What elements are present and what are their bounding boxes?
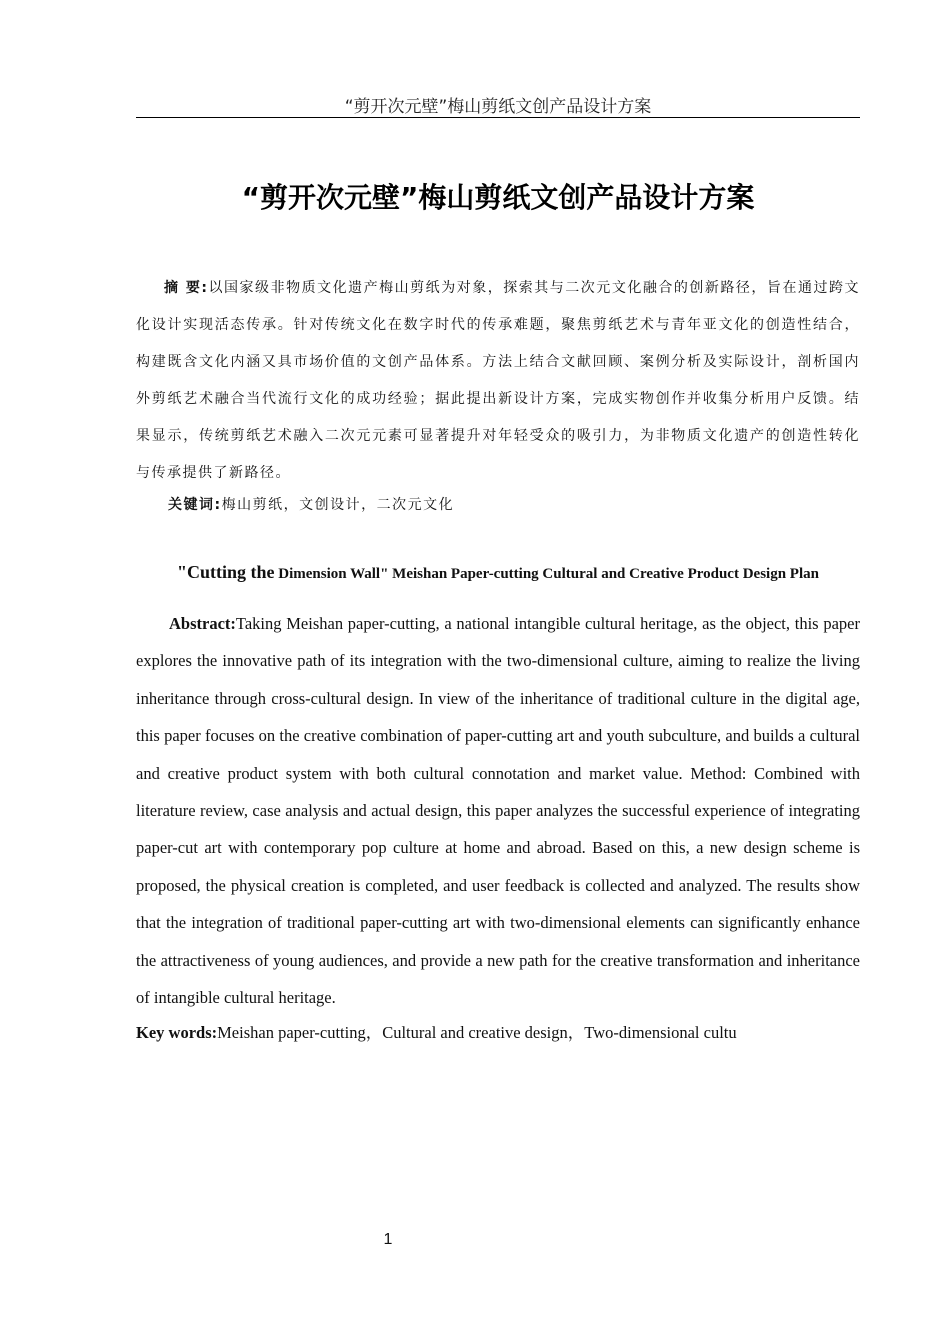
chinese-keywords-text: 梅山剪纸，文创设计，二次元文化: [221, 497, 455, 513]
chinese-abstract-label: 摘 要:: [164, 280, 209, 296]
english-keywords: [136, 1018, 860, 1048]
chinese-abstract-text: 以国家级非物质文化遗产梅山剪纸为对象，探索其与二次元文化融合的创新路径，旨在通过跨文化设计实现活态传承。针对传统文化在数字时代的传承难题，聚焦剪纸艺术与青年亚文化的创造性结合，构建既含文化内涵又具市场价值的文创产品体系。方法上结合文献回顾、案例分析及实际设计，剖析国内外剪纸艺术融合当代流行文化的成功经验；据此提出新设计方案，完成实物创作并收集分析用户反馈。结果显示，传统剪纸艺术融入二次元元素可显著提升对年轻受众的吸引力，为非物质文化遗产的创造性转化与传承提供了新路径。: [136, 280, 860, 481]
chinese-title: “剪开次元壁”梅山剪纸文创产品设计方案: [241, 181, 755, 214]
english-abstract-text: Taking Meishan paper-cutting, a national intangible cultural heritage, as the object, this paper explores the innovative path of its integration with the two-dimensional culture, aiming to realize the living inheritance through cross-cultural design. In view of the inheritance of traditional culture in the digital age, this paper focuses on the creative combination of paper-cutting art and youth subculture, and builds a cultural and creative product system with both cultural connotation and market value. Method: Combined with literature review, case analysis and actual design, this paper analyzes the successful experience of integrating paper-cut art with contemporary pop culture at home and abroad. Based on this, a new design scheme is proposed, the physical creation is completed, and user feedback is collected and analyzed. The results show that the integration of traditional paper-cutting art with two-dimensional elements can significantly enhance the attractiveness of young audiences, and provide a new path for the creative transformation and inheritance of intangible cultural heritage.: [136, 614, 860, 1008]
english-title: [136, 562, 860, 583]
english-title-part2: Dimension Wall" Meishan Paper-cutting Cultural and Creative Product Design Plan: [274, 566, 819, 582]
english-keywords-text: Meishan paper-cutting，Cultural and creative design，Two-dimensional cultu: [217, 1023, 737, 1042]
chinese-keywords: [168, 490, 858, 520]
chinese-keywords-label: 关键词:: [168, 497, 222, 513]
header-rule: [136, 117, 860, 118]
english-keywords-label: Key words:: [136, 1023, 218, 1042]
page-number: 1: [383, 1231, 393, 1248]
running-header: “剪开次元壁”梅山剪纸文创产品设计方案: [344, 97, 652, 117]
english-title-part1: "Cutting the: [177, 562, 275, 582]
english-abstract-label: Abstract:: [169, 614, 236, 633]
chinese-abstract: [136, 270, 860, 492]
english-abstract: [136, 605, 860, 1016]
